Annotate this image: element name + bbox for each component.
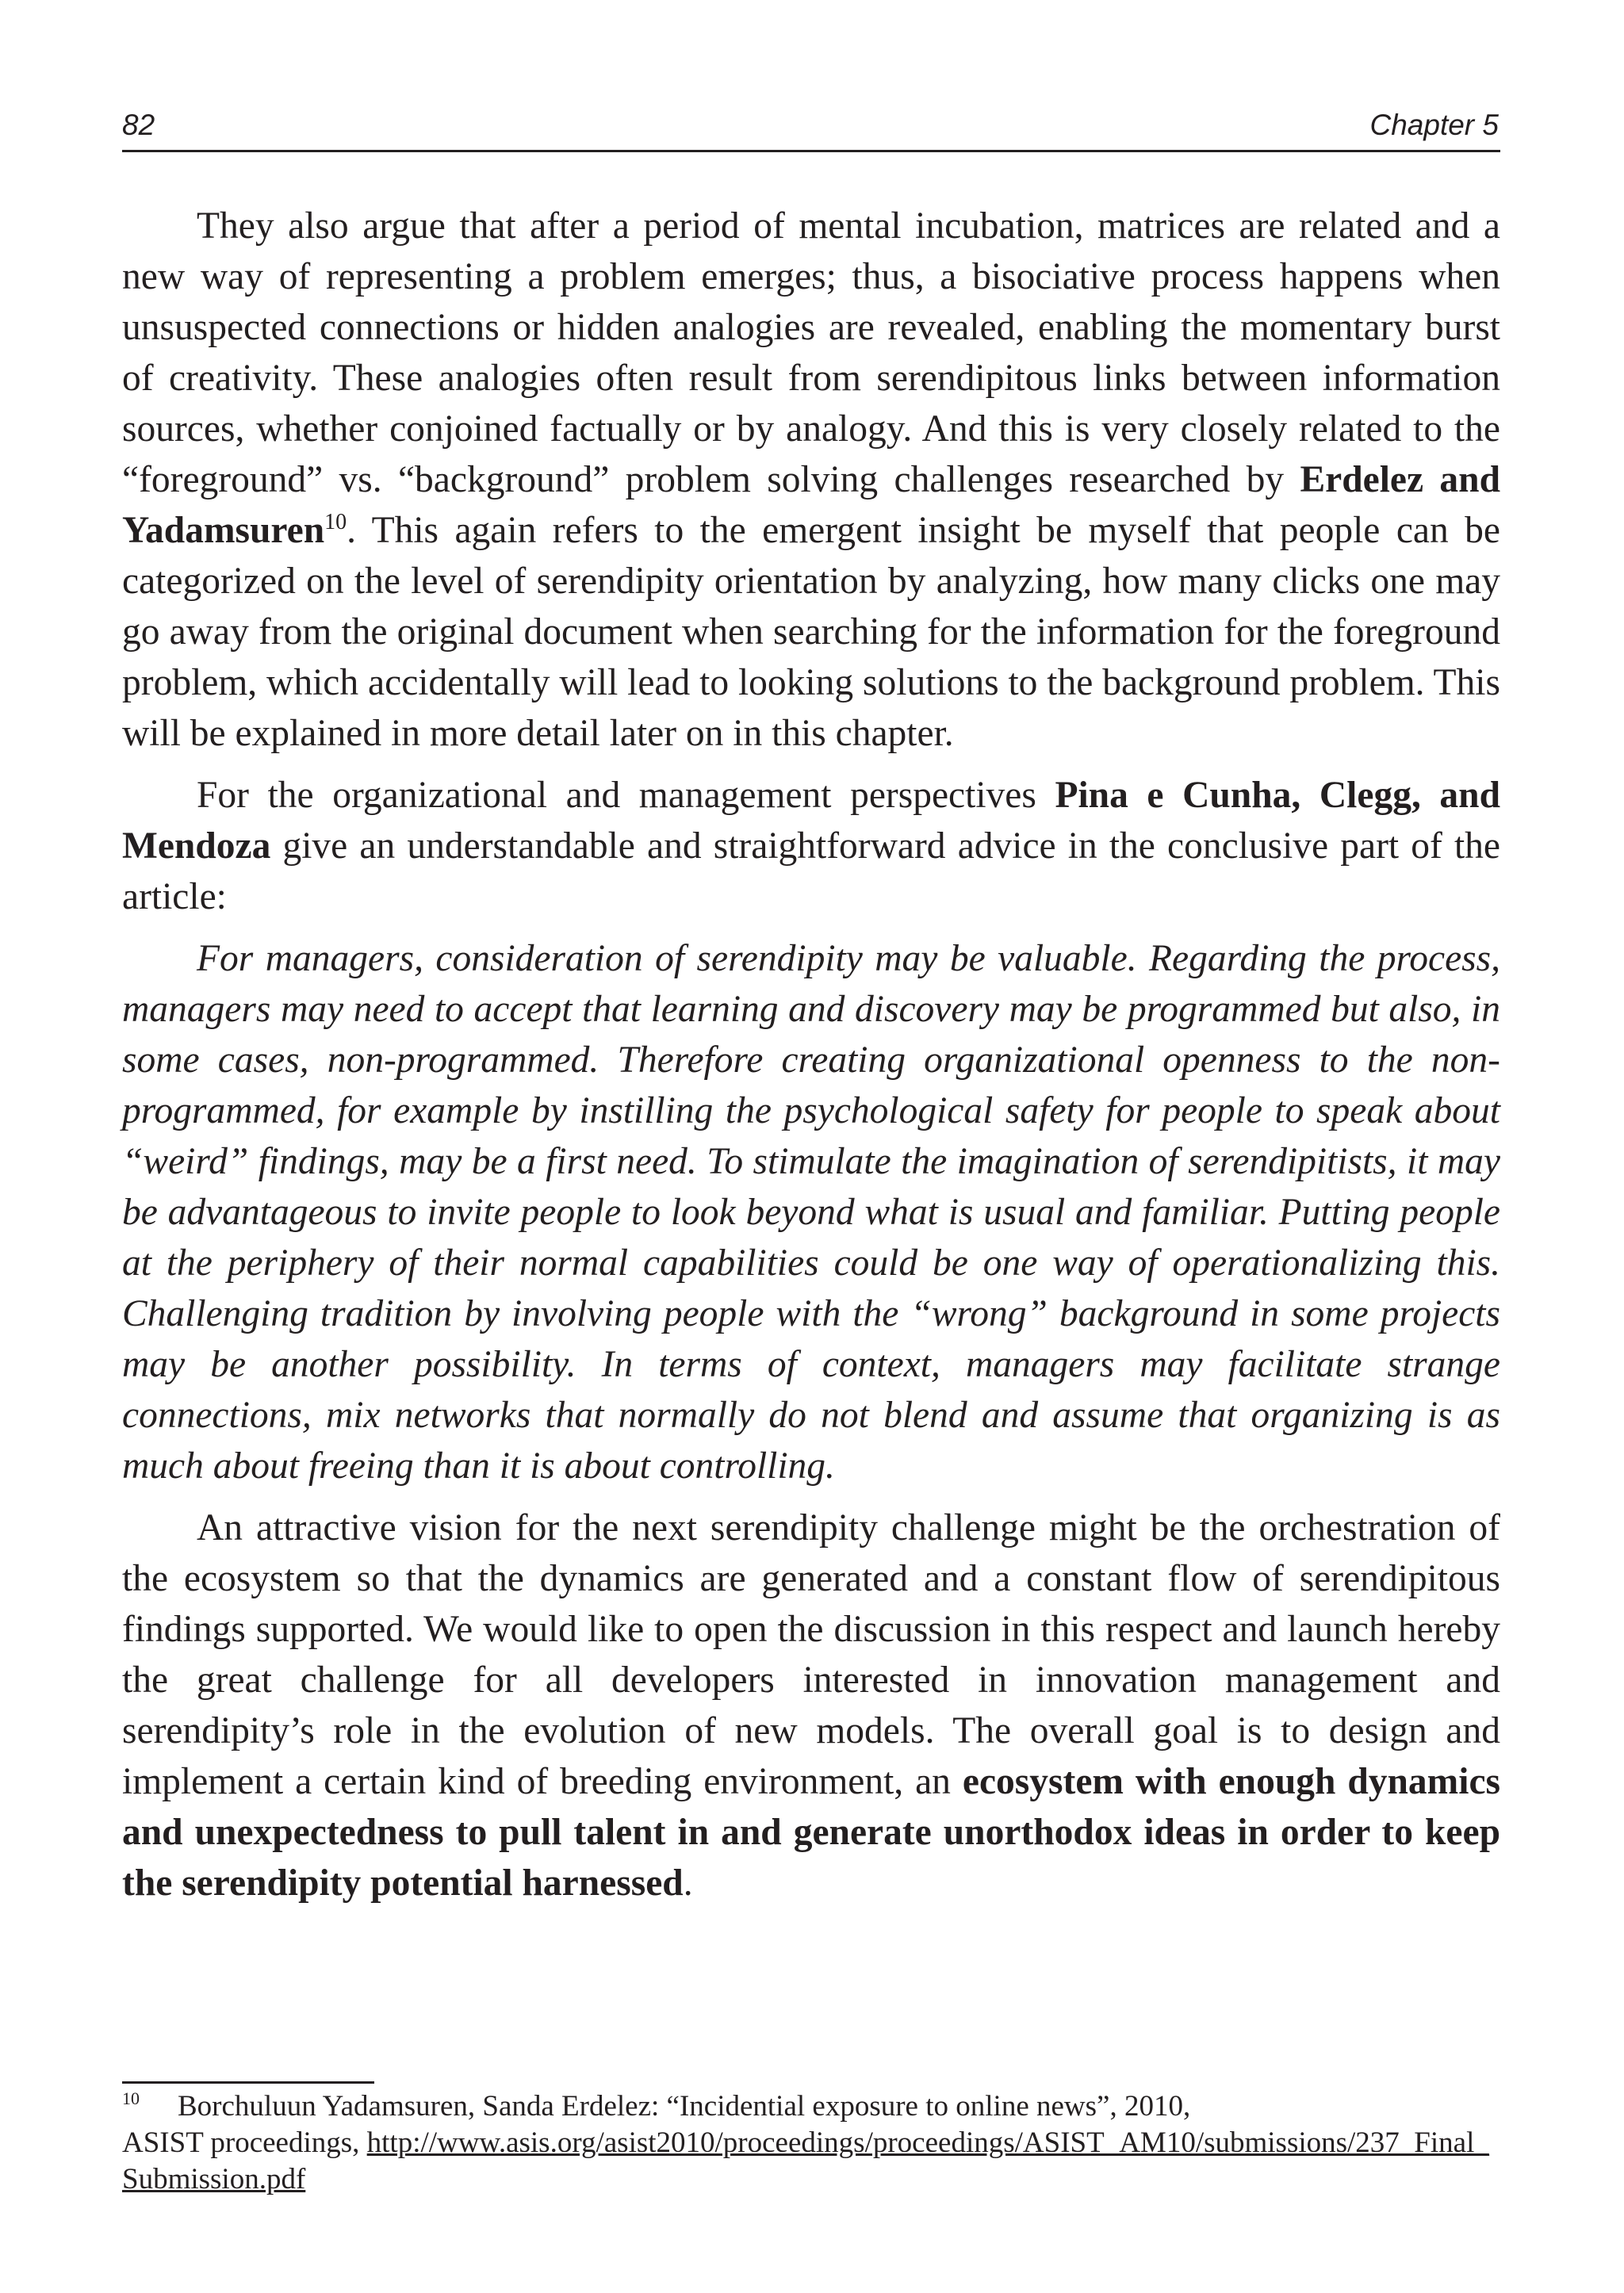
paragraph-2 [122, 770, 1500, 922]
footnote [122, 2088, 1500, 2198]
body-text [122, 201, 1500, 1908]
footnote-divider [122, 2081, 374, 2084]
paragraph-2-bold: Pina e Cunha, Clegg, and Mendoza [122, 775, 1500, 867]
footnote-line-1 [122, 2088, 1500, 2125]
footnote-text: Borchuluun Yadamsuren, Sanda Erdelez: “Incidential exposure to online news”, 2010, [178, 2090, 1191, 2123]
paragraph-3-text-a: An attractive vision for the next serendipity challenge might be the orchestration of the ecosystem so that the dynamics are generated and a constant flow of serendipitous findings supported. We would like to open the discussion in this respect and launch hereby the great challenge for all developers interested in innovation management and serendipity’s role in the evolution of new models. The overall goal is to design and implement a certain kind of breeding environment, an [122, 1507, 1500, 1802]
paragraph-3 [122, 1503, 1500, 1908]
footnote-reference: 10 [324, 510, 347, 535]
block-quote: For managers, consideration of serendipity may be valuable. Regarding the process, managers may need to accept that learning and discovery may be programmed but also, in some cases, non-programmed. Therefore creating organizational openness to the non-programmed, for example by instilling the psychological safety for people to speak about “weird” findings, may be a first need. To stimulate the imagination of serendipitists, it may be advantageous to invite people to look beyond what is usual and familiar. Putting people at the periphery of their normal capabilities could be one way of operationalizing this. Challenging tradition by involving people with the “wrong” background in some projects may be another possibility. In terms of context, managers may facilitate strange connections, mix networks that normally do not blend and assume that organizing is as much about freeing than it is about controlling. [122, 938, 1500, 1487]
paragraph-2-text-a: For the organizational and management perspectives [197, 775, 1055, 816]
paragraph-3-bold: ecosystem with enough dynamics and unexpectedness to pull talent in and generate unorthodox ideas in order to keep the serendipity potential harnessed [122, 1761, 1501, 1904]
paragraph-1-text-b: . This again refers to the emergent insight be myself that people can be categorized on the level of serendipity orientation by analyzing, how many clicks one may go away from the original document when searching for the information for the foreground problem, which accidentally will lead to looking solutions to the background problem. This will be explained in more detail later on in this chapter. [122, 510, 1500, 754]
footnote-number: 10 [122, 2088, 140, 2108]
paragraph-3-text-b: . [683, 1862, 693, 1904]
paragraph-1-bold: Erdelez and Yadamsuren [122, 459, 1500, 551]
paragraph-2-text-b: give an understandable and straightforward advice in the conclusive part of the article: [122, 825, 1500, 917]
footnote-text-2: ASIST proceedings, [122, 2126, 367, 2159]
paragraph-1-text-a: They also argue that after a period of mental incubation, matrices are related and a new way of representing a problem emerges; thus, a bisociative process happens when unsuspected connections or hidden analogies are revealed, enabling the momentary burst of creativity. These analogies often result from serendipitous links between information sources, whether conjoined factually or by analogy. And this is very closely related to the “foreground” vs. “background” problem solving challenges researched by [122, 205, 1500, 500]
page-number: 82 [122, 109, 155, 141]
footnote-line-2 [122, 2125, 1500, 2198]
chapter-title: Chapter 5 [1369, 109, 1499, 141]
page-header [122, 105, 1500, 152]
paragraph-1 [122, 201, 1500, 759]
footnote-link[interactable]: http://www.asis.org/asist2010/proceedings/proceedings/ASIST_AM10/submissions/237_Final_Submission.pdf [122, 2126, 1489, 2195]
